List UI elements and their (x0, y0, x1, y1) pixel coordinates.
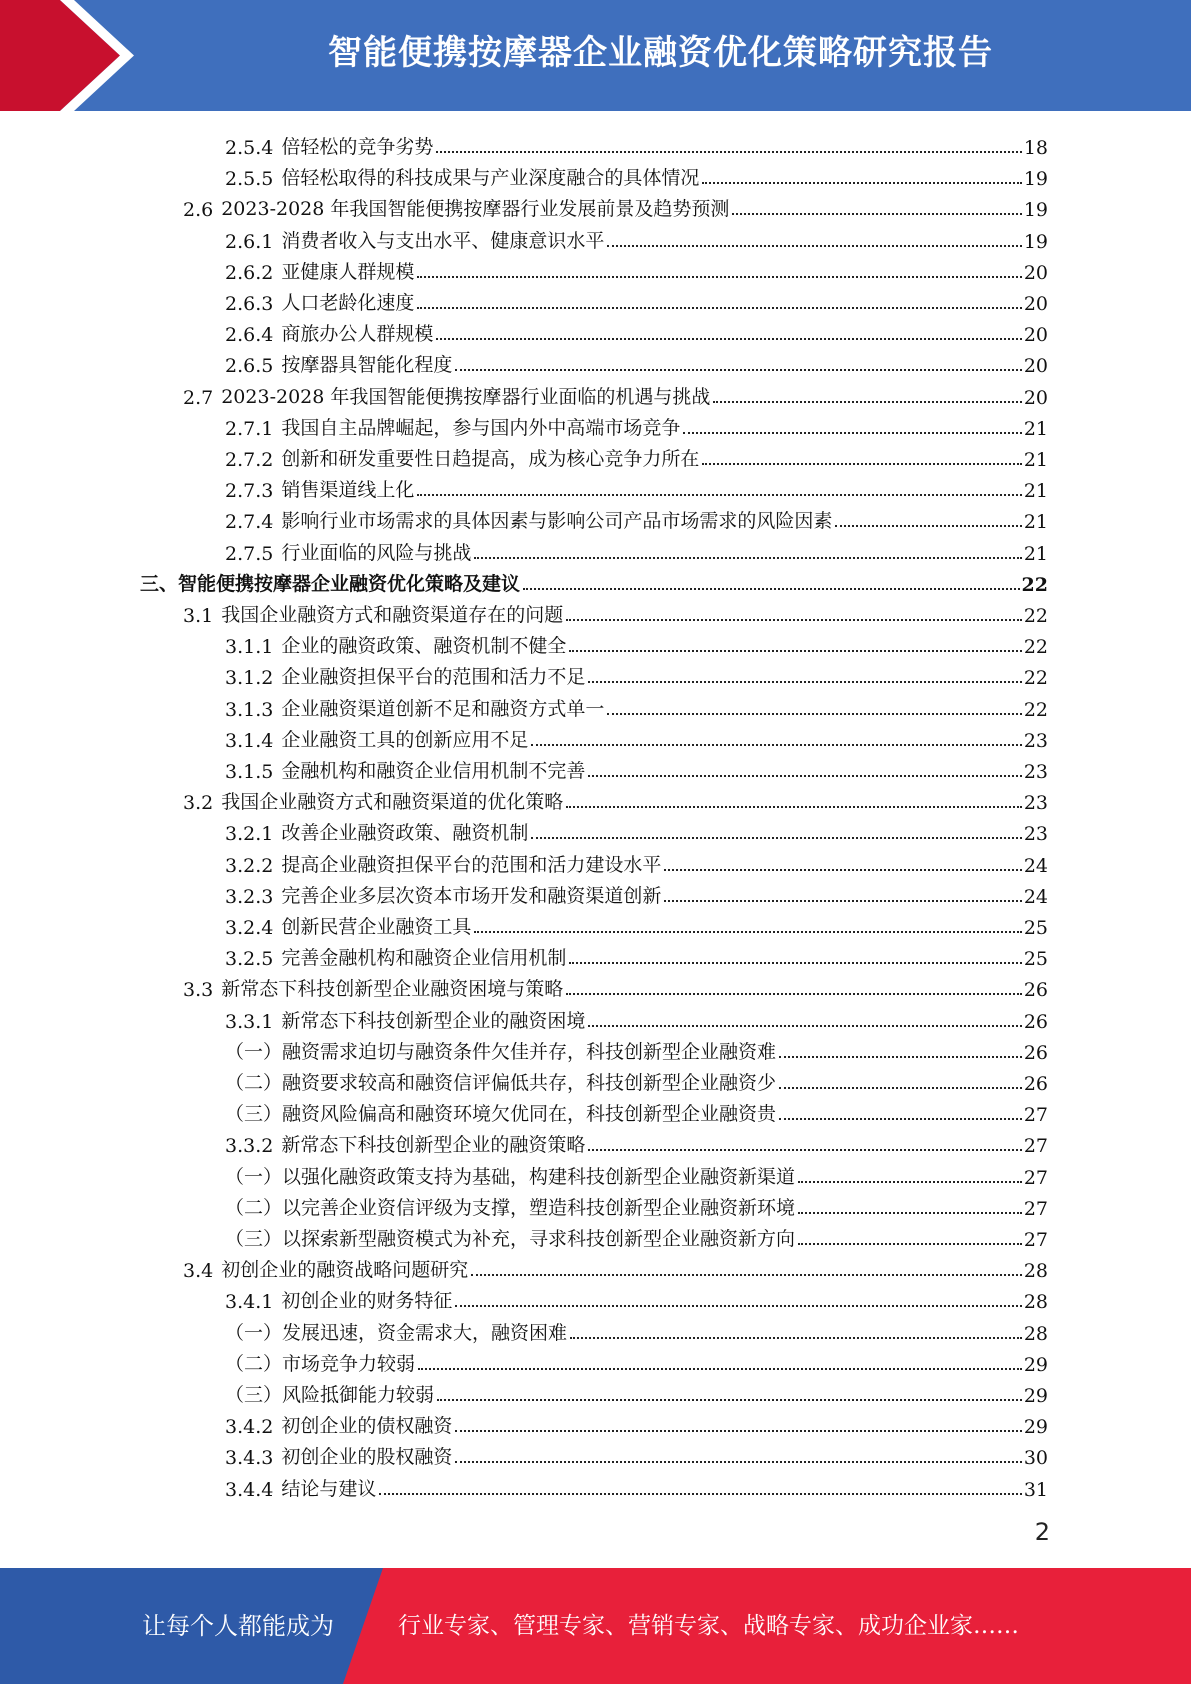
toc-entry-number: （一） (225, 1040, 283, 1063)
toc-entry-title: 影响行业市场需求的具体因素与影响公司产品市场需求的风险因素 (281, 510, 833, 533)
toc-entry[interactable] (225, 1314, 1048, 1345)
toc-dot-leader (683, 432, 1021, 434)
toc-entry[interactable] (225, 471, 1048, 502)
toc-entry-number: 3.1 (183, 605, 214, 627)
toc-entry-number: 3.2.2 (225, 854, 274, 877)
toc-entry[interactable] (225, 814, 1048, 845)
toc-entry-number: 3.1.3 (225, 698, 274, 721)
toc-entry-page: 21 (1023, 449, 1048, 471)
toc-entry[interactable] (183, 596, 1048, 627)
toc-entry-page: 18 (1023, 137, 1048, 159)
toc-dot-leader (566, 619, 1022, 621)
toc-entry[interactable] (225, 440, 1048, 471)
toc-entry-page: 22 (1021, 573, 1048, 596)
footer-slogan-right: 行业专家、管理专家、营销专家、战略专家、成功企业家…… (398, 1613, 1019, 1639)
toc-dot-leader (607, 245, 1021, 247)
toc-dot-leader (835, 525, 1021, 527)
chevron-arrow-icon (0, 0, 160, 111)
toc-entry-title: 发展迅速，资金需求大，融资困难 (282, 1321, 568, 1344)
toc-entry-title: 结论与建议 (281, 1477, 377, 1500)
toc-entry-page: 20 (1023, 261, 1048, 284)
toc-dot-leader (588, 681, 1021, 683)
toc-entry-number: 2.7.1 (225, 417, 274, 440)
toc-entry-page: 23 (1023, 761, 1048, 783)
toc-entry-page: 22 (1023, 636, 1048, 659)
toc-dot-leader (779, 1087, 1022, 1089)
toc-entry-title: 行业面临的风险与挑战 (281, 541, 472, 564)
toc-entry-title: 企业的融资政策、融资机制不健全 (281, 635, 567, 658)
toc-entry-number: 3.2.4 (225, 917, 274, 939)
toc-dot-leader (569, 650, 1021, 652)
toc-entry[interactable] (225, 409, 1048, 440)
toc-entry-title: 消费者收入与支出水平、健康意识水平 (281, 229, 605, 252)
toc-dot-leader (588, 1149, 1021, 1151)
toc-entry-page: 27 (1023, 1229, 1048, 1251)
toc-entry[interactable] (225, 253, 1048, 284)
toc-entry-number: 3.3.1 (225, 1010, 274, 1033)
toc-entry-page: 22 (1023, 667, 1048, 690)
toc-entry[interactable] (225, 877, 1048, 908)
toc-entry-title: 企业融资渠道创新不足和融资方式单一 (281, 697, 605, 720)
toc-dot-leader (418, 1368, 1022, 1370)
toc-entry-page: 22 (1023, 605, 1048, 627)
toc-entry-page: 27 (1023, 1166, 1048, 1189)
toc-entry-number: 3.2.3 (225, 885, 274, 908)
toc-entry-number: 3.1.4 (225, 729, 274, 752)
toc-entry-page: 29 (1023, 1385, 1048, 1407)
toc-entry[interactable] (225, 128, 1048, 159)
toc-entry[interactable] (225, 1345, 1048, 1376)
toc-entry-number: （二） (225, 1072, 283, 1094)
toc-entry-number: 2.5.4 (225, 137, 274, 159)
toc-entry[interactable] (183, 190, 1048, 221)
toc-entry-page: 26 (1023, 1073, 1048, 1095)
toc-entry-number: 3.2 (183, 792, 214, 815)
toc-entry-number: 3.1.1 (225, 636, 274, 659)
toc-entry[interactable] (225, 315, 1048, 346)
toc-dot-leader (474, 557, 1021, 559)
toc-entry-title: 倍轻松的竞争劣势 (281, 136, 434, 158)
toc-entry-title: 新常态下科技创新型企业融资困境与策略 (221, 978, 564, 1001)
toc-dot-leader (566, 993, 1022, 995)
toc-entry[interactable] (225, 627, 1048, 658)
toc-entry-page: 23 (1023, 823, 1048, 846)
toc-entry-title: 初创企业的融资战略问题研究 (221, 1259, 469, 1282)
toc-dot-leader (471, 1274, 1022, 1276)
toc-entry[interactable] (225, 222, 1048, 253)
toc-entry-page: 20 (1023, 324, 1048, 347)
toc-entry-title: 初创企业的财务特征 (281, 1290, 453, 1313)
toc-entry-title: 创新和研发重要性日趋提高，成为核心竞争力所在 (281, 448, 700, 470)
toc-entry-page: 24 (1023, 885, 1048, 908)
toc-entry-number: 3.4.1 (225, 1291, 274, 1314)
toc-entry[interactable] (225, 1033, 1048, 1064)
toc-entry-number: 2.7.3 (225, 480, 274, 503)
toc-entry-title: 2023-2028 年我国智能便携按摩器行业发展前景及趋势预测 (221, 198, 730, 221)
toc-entry-page: 29 (1023, 1353, 1048, 1376)
toc-entry[interactable] (183, 783, 1048, 814)
toc-entry-number: 2.7.5 (225, 542, 274, 565)
toc-entry-number: 2.6.1 (225, 230, 274, 253)
toc-dot-leader (570, 1337, 1022, 1339)
toc-dot-leader (455, 1305, 1021, 1307)
toc-entry-number: 3.3 (183, 979, 214, 1002)
toc-entry-number: 2.7 (183, 386, 214, 409)
toc-entry-number: 3.3.2 (225, 1135, 274, 1158)
toc-entry[interactable] (225, 908, 1048, 939)
toc-dot-leader (417, 307, 1021, 309)
toc-entry-number: 2.6.3 (225, 293, 274, 315)
toc-entry-number: 3.2.5 (225, 948, 274, 971)
toc-entry-title: 企业融资担保平台的范围和活力不足 (281, 666, 586, 689)
toc-entry-title: 金融机构和融资企业信用机制不完善 (281, 760, 586, 782)
toc-entry-number: （三） (225, 1103, 283, 1126)
toc-entry-title: 以完善企业资信评级为支撑，塑造科技创新型企业融资新环境 (282, 1196, 796, 1219)
toc-dot-leader (436, 338, 1021, 340)
toc-entry-page: 27 (1023, 1197, 1048, 1220)
toc-entry[interactable] (225, 1220, 1048, 1251)
toc-entry-page: 19 (1023, 230, 1048, 253)
toc-entry-page: 23 (1023, 729, 1048, 752)
toc-entry[interactable] (225, 1126, 1048, 1157)
toc-entry-page: 26 (1023, 1041, 1048, 1064)
toc-entry[interactable] (225, 1282, 1048, 1313)
toc-entry-number: 3.4.3 (225, 1447, 274, 1470)
toc-dot-leader (607, 713, 1021, 715)
toc-entry-number: 2.6.2 (225, 261, 274, 284)
toc-entry-title: 完善企业多层次资本市场开发和融资渠道创新 (281, 884, 662, 907)
toc-entry-page: 21 (1023, 511, 1048, 534)
toc-dot-leader (523, 588, 1020, 590)
toc-entry-page: 23 (1023, 792, 1048, 815)
toc-entry-title: 以强化融资政策支持为基础，构建科技创新型企业融资新渠道 (282, 1165, 796, 1188)
toc-entry[interactable] (225, 1189, 1048, 1220)
toc-entry[interactable] (225, 1095, 1048, 1126)
toc-entry[interactable] (225, 658, 1048, 689)
toc-entry-page: 27 (1023, 1104, 1048, 1127)
toc-entry-number: （三） (225, 1228, 283, 1250)
toc-entry-title: 市场竞争力较弱 (282, 1352, 416, 1375)
page-number: 2 (1034, 1518, 1050, 1546)
toc-entry-number: 3.1.5 (225, 761, 274, 783)
toc-entry-title: 初创企业的股权融资 (281, 1446, 453, 1469)
toc-dot-leader (455, 1461, 1021, 1463)
toc-entry-page: 21 (1023, 480, 1048, 503)
toc-entry-page: 28 (1023, 1260, 1048, 1283)
toc-dot-leader (531, 837, 1021, 839)
toc-entry[interactable] (225, 284, 1048, 315)
toc-entry-title: 销售渠道线上化 (281, 479, 415, 502)
toc-dot-leader (664, 900, 1021, 902)
report-header (0, 0, 1191, 111)
footer-banner (0, 1568, 1191, 1684)
toc-dot-leader (779, 1056, 1022, 1058)
toc-entry-title: 完善金融机构和融资企业信用机制 (281, 947, 567, 970)
toc-entry-title: 2023-2028 年我国智能便携按摩器行业面临的机遇与挑战 (221, 385, 711, 408)
toc-entry-page: 20 (1023, 386, 1048, 409)
toc-entry-title: 新常态下科技创新型企业的融资困境 (281, 1009, 586, 1032)
toc-dot-leader (379, 1493, 1021, 1495)
toc-entry-title: 按摩器具智能化程度 (281, 354, 453, 377)
toc-dot-leader (474, 931, 1021, 933)
toc-entry-number: 2.7.4 (225, 511, 274, 534)
toc-entry-title: 倍轻松取得的科技成果与产业深度融合的具体情况 (281, 167, 700, 190)
toc-dot-leader (779, 1118, 1022, 1120)
toc-entry-page: 19 (1023, 199, 1048, 222)
toc-entry-title: 人口老龄化速度 (281, 292, 415, 314)
toc-entry-title: 智能便携按摩器企业融资优化策略及建议 (178, 572, 521, 595)
toc-dot-leader (417, 276, 1021, 278)
toc-entry-number: （三） (225, 1384, 283, 1406)
toc-entry-page: 22 (1023, 698, 1048, 721)
toc-entry[interactable] (225, 159, 1048, 190)
toc-dot-leader (664, 869, 1021, 871)
toc-entry-page: 26 (1023, 1010, 1048, 1033)
toc-entry-title: 融资要求较高和融资信评偏低共存，科技创新型企业融资少 (282, 1072, 777, 1094)
toc-entry-page: 25 (1023, 917, 1048, 939)
toc-entry-title: 我国自主品牌崛起，参与国内外中高端市场竞争 (281, 416, 681, 439)
report-title: 智能便携按摩器企业融资优化策略研究报告 (328, 33, 993, 73)
toc-entry[interactable] (140, 565, 1048, 596)
toc-entry-page: 28 (1023, 1322, 1048, 1345)
toc-entry[interactable] (225, 721, 1048, 752)
toc-entry[interactable] (225, 752, 1048, 783)
toc-entry-number: 2.5.5 (225, 168, 274, 191)
toc-entry-page: 20 (1023, 293, 1048, 315)
toc-entry-title: 新常态下科技创新型企业的融资策略 (281, 1134, 586, 1157)
toc-entry[interactable] (225, 1376, 1048, 1407)
toc-entry-page: 24 (1023, 854, 1048, 877)
toc-dot-leader (455, 369, 1021, 371)
toc-entry-page: 28 (1023, 1291, 1048, 1314)
toc-entry-number: 3.4.4 (225, 1478, 274, 1501)
toc-dot-leader (702, 463, 1021, 465)
toc-dot-leader (588, 775, 1021, 777)
toc-entry[interactable] (183, 1251, 1048, 1282)
toc-entry-title: 融资需求迫切与融资条件欠佳并存，科技创新型企业融资难 (282, 1040, 777, 1063)
toc-entry-title: 亚健康人群规模 (281, 260, 415, 283)
toc-dot-leader (713, 401, 1021, 403)
toc-dot-leader (588, 1025, 1021, 1027)
toc-entry-page: 27 (1023, 1135, 1048, 1158)
toc-entry[interactable] (225, 690, 1048, 721)
toc-entry-title: 融资风险偏高和融资环境欠优同在，科技创新型企业融资贵 (282, 1103, 777, 1126)
toc-entry-number: 3.4.2 (225, 1416, 274, 1439)
toc-entry[interactable] (225, 1438, 1048, 1469)
toc-entry-title: 商旅办公人群规模 (281, 323, 434, 346)
toc-entry-page: 31 (1023, 1478, 1048, 1501)
toc-entry[interactable] (225, 846, 1048, 877)
toc-entry-number: 3.1.2 (225, 667, 274, 690)
toc-entry[interactable] (225, 1407, 1048, 1438)
toc-entry-number: （二） (225, 1196, 283, 1219)
toc-entry-number: 3.4 (183, 1260, 214, 1283)
toc-entry-page: 29 (1023, 1416, 1048, 1439)
toc-entry[interactable] (225, 939, 1048, 970)
toc-entry[interactable] (183, 378, 1048, 409)
toc-entry[interactable] (225, 1064, 1048, 1095)
toc-entry[interactable] (225, 1158, 1048, 1189)
toc-entry-number: 2.6.4 (225, 324, 274, 347)
toc-entry-title: 初创企业的债权融资 (281, 1415, 453, 1438)
toc-entry-page: 30 (1023, 1447, 1048, 1470)
toc-entry-page: 25 (1023, 948, 1048, 971)
footer-slogan-left: 让每个人都能成为 (142, 1612, 334, 1640)
toc-entry-page: 19 (1023, 168, 1048, 191)
toc-entry-page: 20 (1023, 355, 1048, 378)
toc-dot-leader (455, 1430, 1021, 1432)
toc-entry-page: 26 (1023, 979, 1048, 1002)
toc-entry-title: 企业融资工具的创新应用不足 (281, 728, 529, 751)
toc-entry-title: 我国企业融资方式和融资渠道的优化策略 (221, 791, 564, 814)
toc-entry-title: 提高企业融资担保平台的范围和活力建设水平 (281, 853, 662, 876)
toc-dot-leader (417, 494, 1021, 496)
toc-entry[interactable] (225, 534, 1048, 565)
toc-entry-number: （一） (225, 1321, 283, 1344)
toc-entry-title: 创新民营企业融资工具 (281, 916, 472, 938)
toc-dot-leader (566, 806, 1022, 808)
toc-dot-leader (732, 213, 1021, 215)
toc-entry[interactable] (225, 1002, 1048, 1033)
toc-entry-number: 2.7.2 (225, 449, 274, 471)
toc-dot-leader (798, 1212, 1022, 1214)
toc-entry-title: 以探索新型融资模式为补充，寻求科技创新型企业融资新方向 (282, 1228, 796, 1250)
toc-entry-page: 21 (1023, 542, 1048, 565)
toc-entry-title: 风险抵御能力较弱 (282, 1384, 435, 1406)
toc-dot-leader (436, 151, 1021, 153)
toc-dot-leader (798, 1181, 1022, 1183)
toc-entry[interactable] (225, 502, 1048, 533)
toc-entry-number: 3.2.1 (225, 823, 274, 846)
toc-dot-leader (437, 1399, 1022, 1401)
toc-entry-number: 2.6 (183, 199, 214, 222)
toc-dot-leader (702, 182, 1021, 184)
toc-entry-title: 改善企业融资政策、融资机制 (281, 822, 529, 845)
toc-entry[interactable] (225, 1470, 1048, 1501)
toc-dot-leader (569, 962, 1021, 964)
toc-entry-number: 2.6.5 (225, 355, 274, 378)
toc-entry-page: 21 (1023, 417, 1048, 440)
toc-entry-number: （一） (225, 1165, 283, 1188)
toc-dot-leader (531, 744, 1021, 746)
toc-entry-number: 三、 (140, 572, 179, 595)
toc-entry[interactable] (225, 346, 1048, 377)
toc-entry[interactable] (183, 970, 1048, 1001)
toc-dot-leader (798, 1243, 1022, 1245)
toc-entry-title: 我国企业融资方式和融资渠道存在的问题 (221, 604, 564, 626)
toc-entry-number: （二） (225, 1352, 283, 1375)
